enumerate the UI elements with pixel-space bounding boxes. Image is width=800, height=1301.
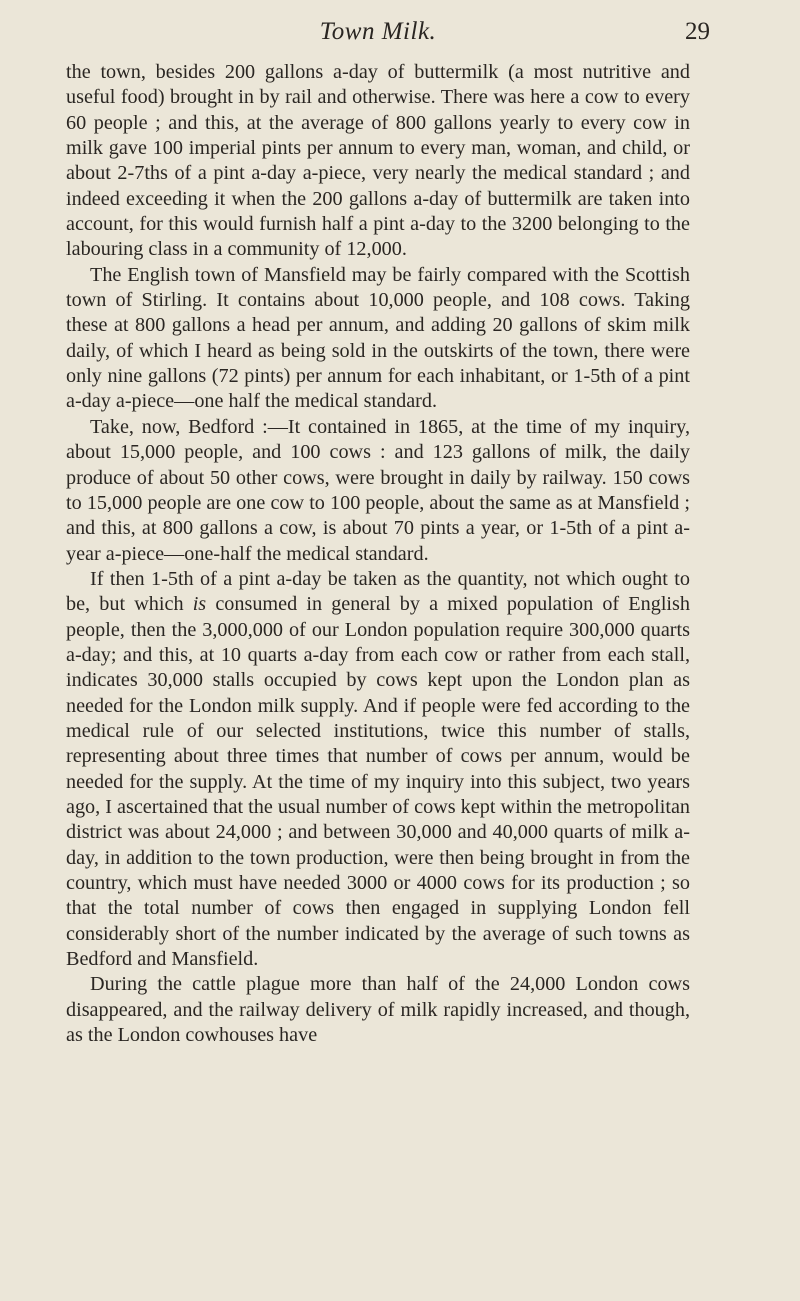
paragraph-london-text-after: consumed in general by a mixed population of English people, then the 3,000,000 of our London population require 300,000 quarts a-day; and this, at 10 quarts a-day from each cow or rather from each stall, indicates 30,000 stalls occupied by cows kept upon the London plan as needed for the London milk supply. And if people were fed according to the medical rule of our selected institutions, twice this number of stalls, representing about three times that number of cows per annum, would be needed for the supply. At the time of my inquiry into this subject, two years ago, I ascertained that the usual number of cows kept within the metropolitan district was about 24,000 ; and between 30,000 and 40,000 quarts of milk a-day, in addition to the town production, were then being brought in from the country, which must have needed 3000 or 4000 cows for its production ; so that the total number of cows then engaged in supplying London fell considerably short of the number indicated by the average of such towns as Bedford and Mansfield. bbox=[66, 593, 690, 971]
emphasis-word: is bbox=[192, 593, 207, 616]
page-number: 29 bbox=[685, 18, 710, 45]
paragraph-london-text-before: If then 1-5th of a pint a-day be taken as the quantity, not which ought to be, but which bbox=[66, 567, 690, 616]
running-title: Town Milk. bbox=[319, 18, 437, 45]
paragraph-mansfield: The English town of Mansfield may be fairly compared with the Scottish town of Stirling. It contains about 10,000 people, and 108 cows. Taking these at 800 gallons a head per annum, and adding 20 gallons of skim milk daily, of which I heard as being sold in the outskirts of the town, there were only nine gallons (72 pints) per annum for each inhabitant, or 1-5th of a pint a-day a-piece—one half the medical standard. bbox=[66, 263, 690, 413]
paragraph-stirling: the town, besides 200 gallons a-day of buttermilk (a most nutritive and useful food) brought in by rail and otherwise. There was here a cow to every 60 people ; and this, at the average of 800 gallons yearly to every cow in milk gave 100 imperial pints per annum to every man, woman, and child, or about 2-7ths of a pint a-day a-piece, very nearly the medical standard ; and indeed exceeding it when the 200 gallons a-day of buttermilk are taken into account, for this would furnish half a pint a-day to the 3200 belonging to the labouring class in a community of 12,000. bbox=[66, 61, 690, 261]
page-header bbox=[66, 18, 710, 52]
paragraph-london bbox=[66, 567, 690, 973]
paragraph-bedford: Take, now, Bedford :—It contained in 1865, at the time of my inquiry, about 15,000 people, and 100 cows : and 123 gallons of milk, the daily produce of about 50 other cows, were brought in daily by railway. 150 cows to 15,000 people are one cow to 100 people, about the same as at Mansfield ; and this, at 800 gallons a cow, is about 70 pints a year, or 1-5th of a pint a-year a-piece—one-half the medical standard. bbox=[66, 415, 690, 565]
body-text bbox=[66, 60, 690, 1048]
paragraph-cattle-plague: During the cattle plague more than half of the 24,000 London cows disappeared, and the railway delivery of milk rapidly increased, and though, as the London cowhouses have bbox=[66, 973, 690, 1047]
